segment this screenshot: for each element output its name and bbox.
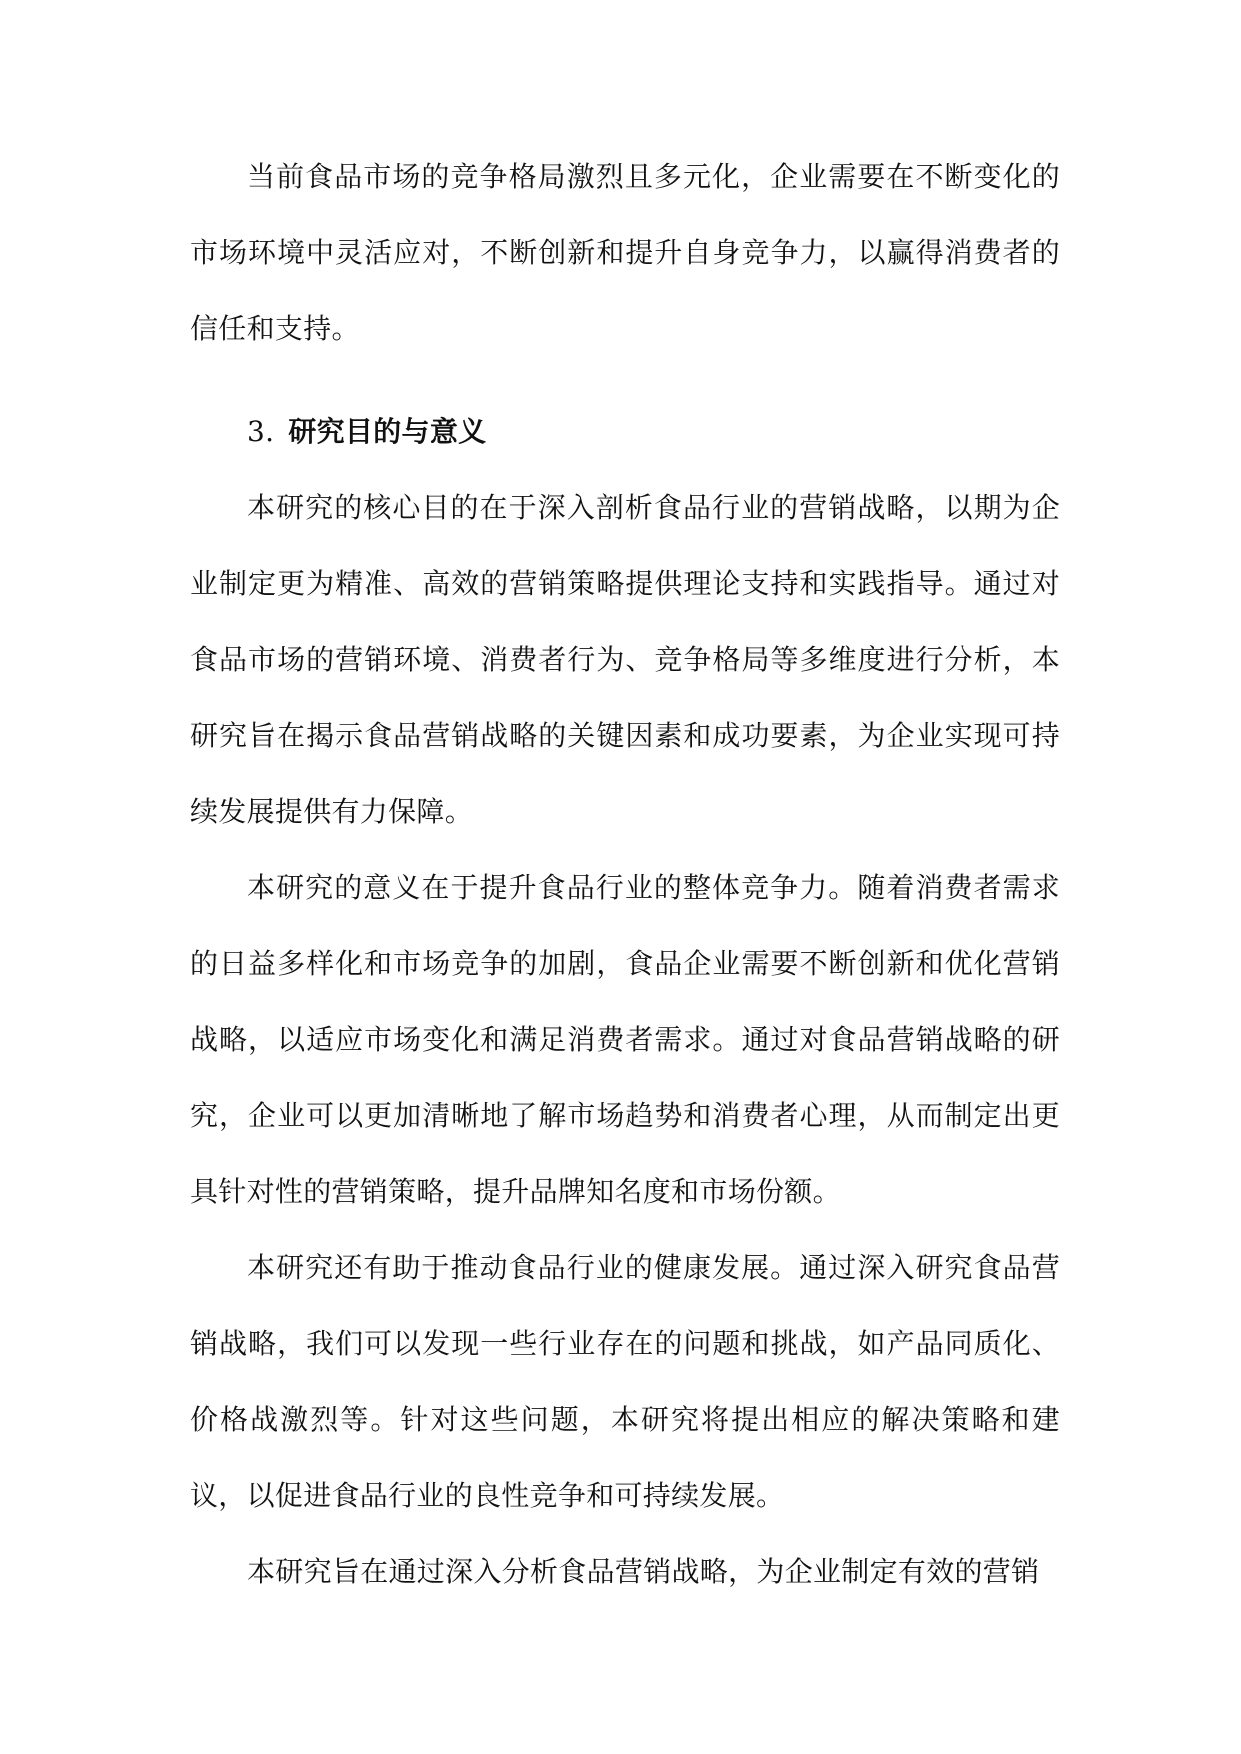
paragraph: 本研究的意义在于提升食品行业的整体竞争力。随着消费者需求的日益多样化和市场竞争的加剧，食品企业需要不断创新和优化营销战略，以适应市场变化和满足消费者需求。通过对食品营销战略的研究，企业可以更加清晰地了解市场趋势和消费者心理，从而制定出更具针对性的营销策略，提升品牌知名度和市场份额。 — [190, 871, 1060, 1208]
paragraph: 本研究的核心目的在于深入剖析食品行业的营销战略，以期为企业制定更为精准、高效的营销策略提供理论支持和实践指导。通过对食品市场的营销环境、消费者行为、竞争格局等多维度进行分析，本研究旨在揭示食品营销战略的关键因素和成功要素，为企业实现可持续发展提供有力保障。 — [190, 491, 1060, 828]
section-title: 研究目的与意义 — [288, 415, 487, 448]
paragraph: 当前食品市场的竞争格局激烈且多元化，企业需要在不断变化的市场环境中灵活应对，不断创新和提升自身竞争力，以赢得消费者的信任和支持。 — [190, 160, 1060, 345]
document-body — [190, 139, 1060, 1610]
paragraph: 本研究旨在通过深入分析食品营销战略，为企业制定有效的营销 — [247, 1555, 1040, 1588]
paragraph: 本研究还有助于推动食品行业的健康发展。通过深入研究食品营销战略，我们可以发现一些行业存在的问题和挑战，如产品同质化、价格战激烈等。针对这些问题，本研究将提出相应的解决策略和建议，以促进食品行业的良性竞争和可持续发展。 — [190, 1251, 1060, 1512]
section-heading — [190, 367, 1060, 470]
section-number: 3. — [247, 415, 275, 448]
